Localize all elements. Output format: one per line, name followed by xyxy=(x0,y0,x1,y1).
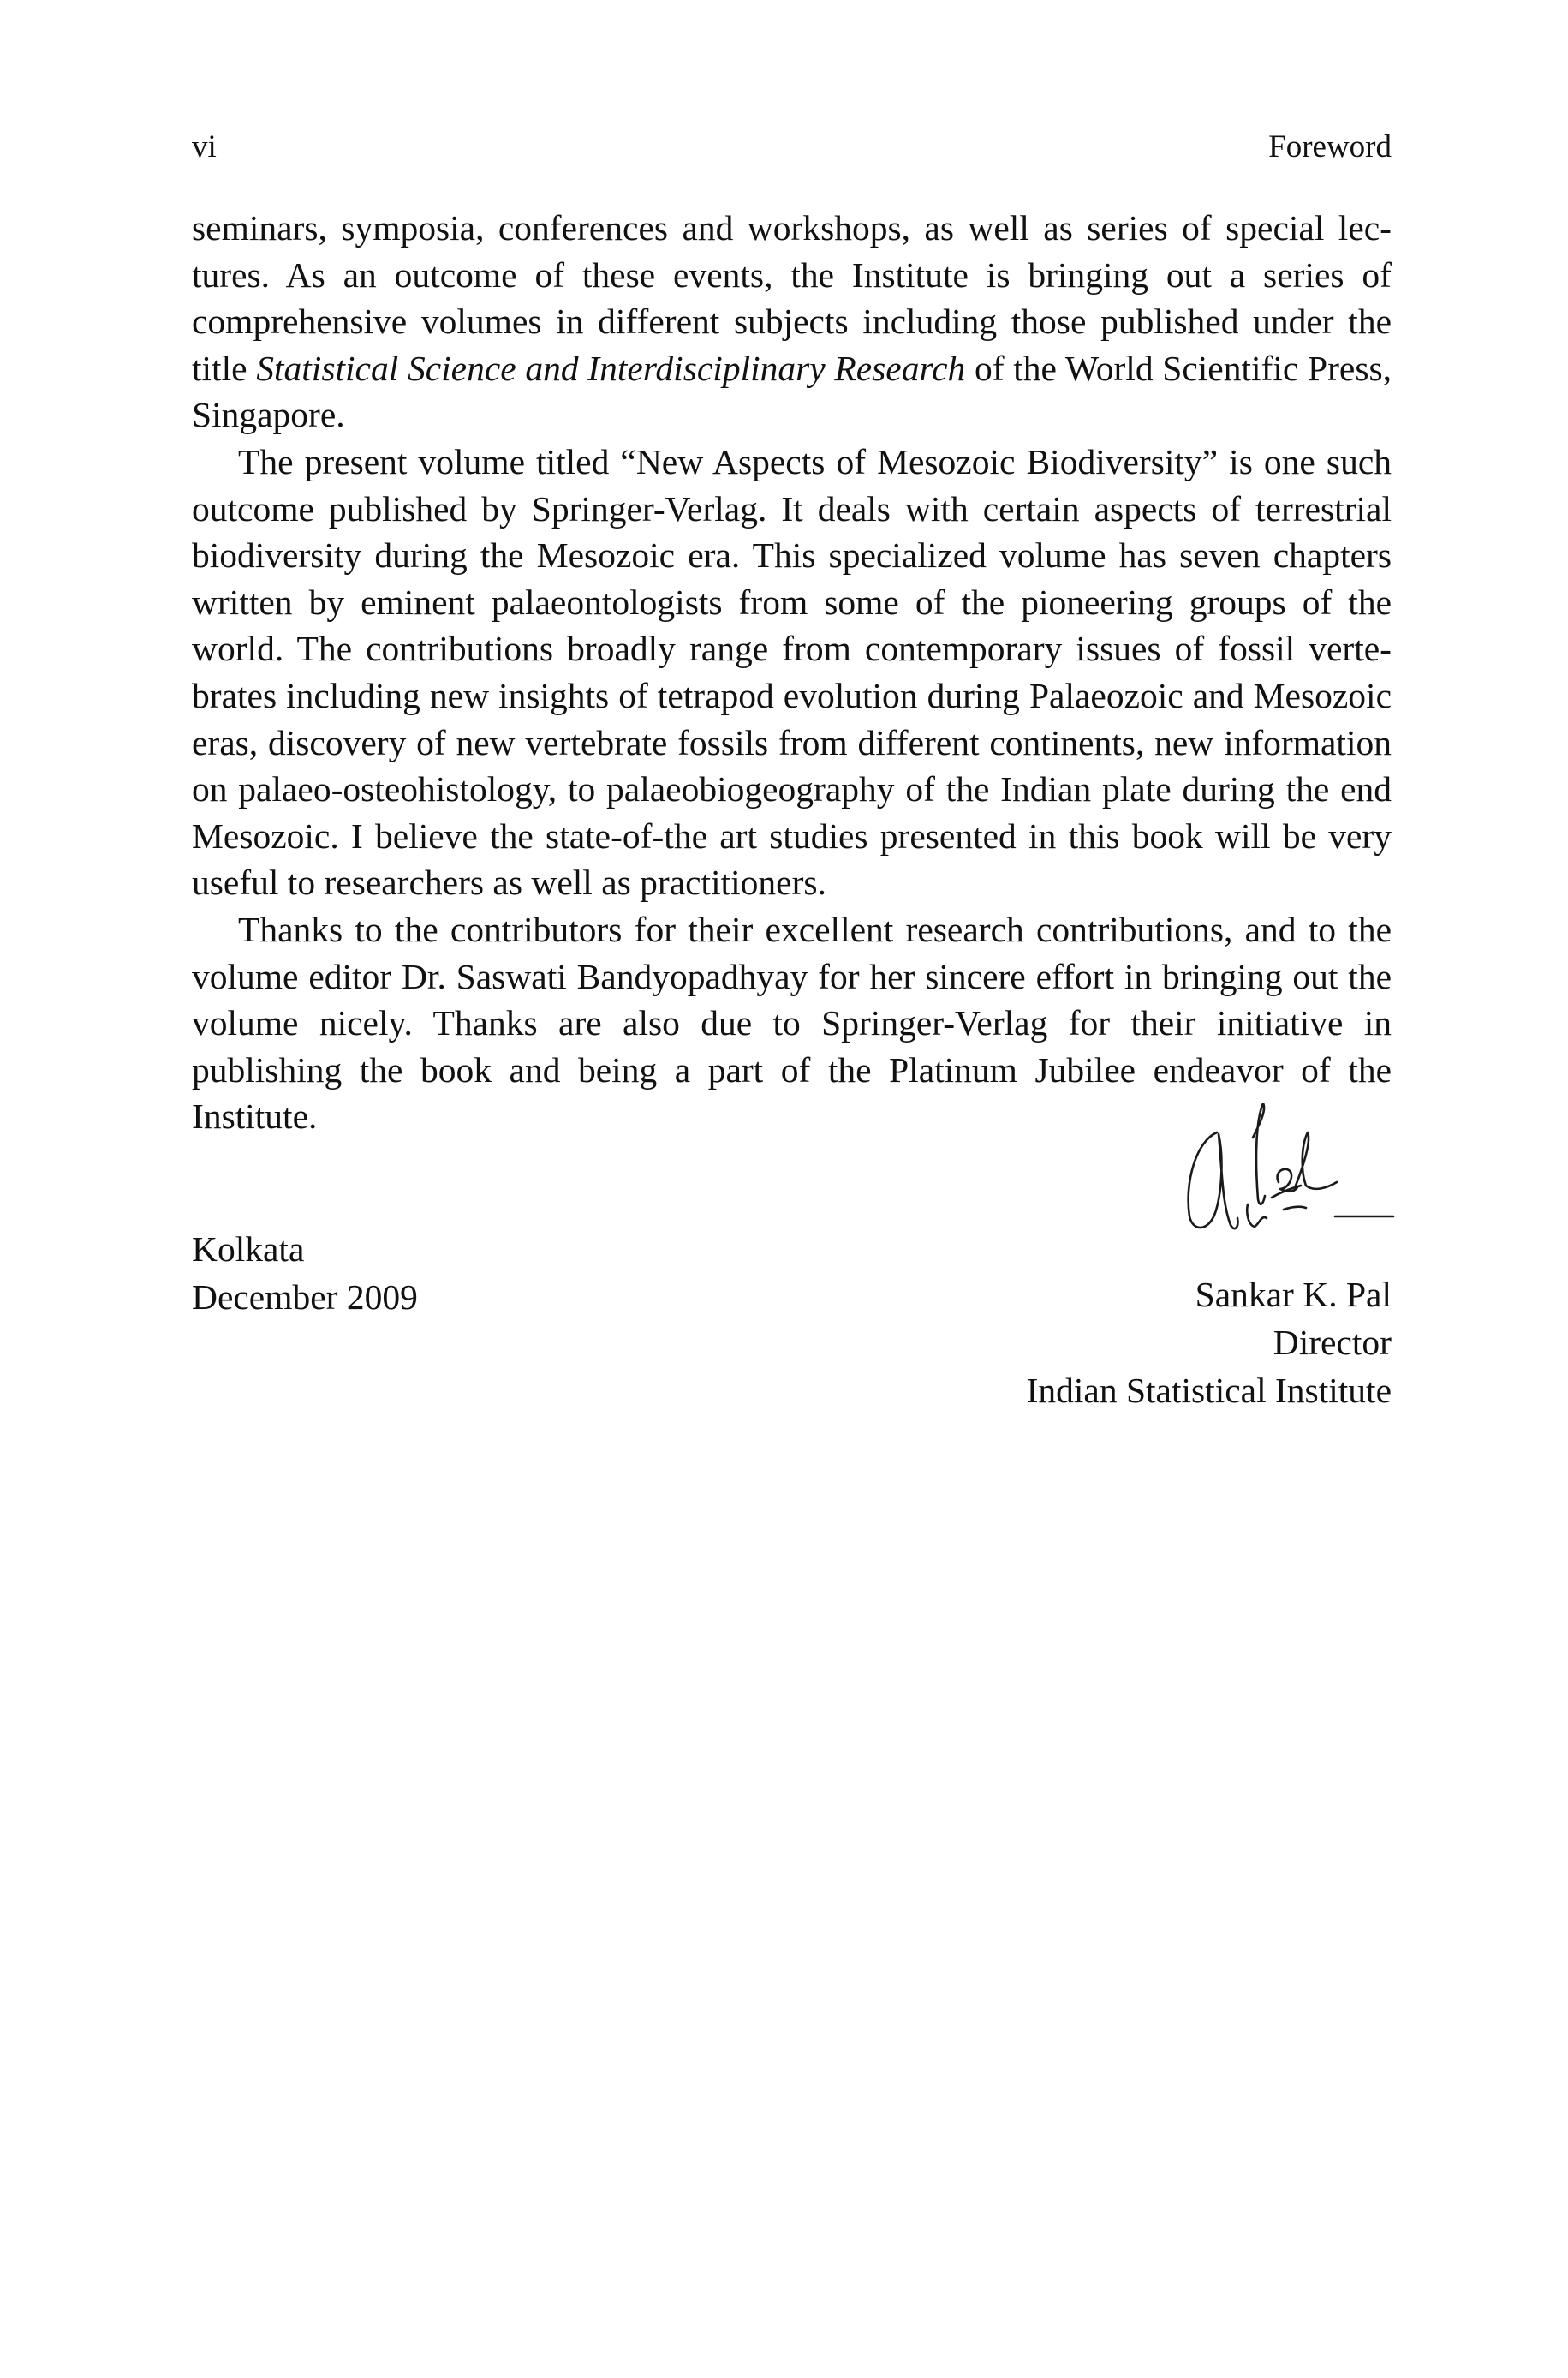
handwritten-signature xyxy=(1177,1103,1400,1240)
paragraph-1-series-title: Statistical Science and Interdisciplinary Research xyxy=(256,348,966,388)
foreword-body xyxy=(192,205,1392,1140)
signatory-organization: Indian Statistical Institute xyxy=(1026,1371,1392,1410)
running-head-section-title: Foreword xyxy=(1268,129,1392,164)
paragraph-1-text-start: seminars, symposia, conferences and workshops, as well as series of special lectures. As an outcome of these events, the Institute is bringing out a series of comprehensive volumes in different subjects including those published under the title xyxy=(192,208,1392,388)
paragraph-1 xyxy=(192,205,1392,439)
signatory-block xyxy=(1027,1270,1392,1414)
signatory-name: Sankar K. Pal xyxy=(1195,1275,1392,1314)
date: December 2009 xyxy=(192,1277,418,1317)
paragraph-2: The present volume titled “New Aspects of Mesozoic Biodiversity” is one such outcome published by Springer-Verlag. It deals with certain aspects of terrestrial biodiversity during the Mesozoic era. This specialized volume has seven chapters written by eminent palaeontologists from some of the pioneering groups of the world. The contributions broadly range from contemporary issues of fossil vertebrates including new insights of tetrapod evolution during Palaeozoic and Mesozoic eras, discovery of new vertebrate fossils from different continents, new information on palaeo-osteohistology, to palaeobiogeography of the Indian plate during the end Mesozoic. I believe the state-of-the art studies presented in this book will be very useful to researchers as well as practitioners. xyxy=(192,441,1392,903)
paragraph-1-text-end: of the World Scientific Press, Singapore. xyxy=(192,348,1392,435)
running-head xyxy=(192,127,1392,168)
signatory-title: Director xyxy=(1273,1323,1392,1362)
place-and-date xyxy=(192,1225,418,1321)
place: Kolkata xyxy=(192,1229,305,1269)
page-number: vi xyxy=(192,129,217,164)
paragraph-3: Thanks to the contributors for their excellent research contributions, and to the volume editor Dr. Saswati Bandyopadhyay for her sincere effort in bringing out the volume nicely. Thanks are also due to Springer-Verlag for their initiative in publishing the book and being a part of the Platinum Jubilee endeavor of the Institute. xyxy=(192,909,1392,1137)
